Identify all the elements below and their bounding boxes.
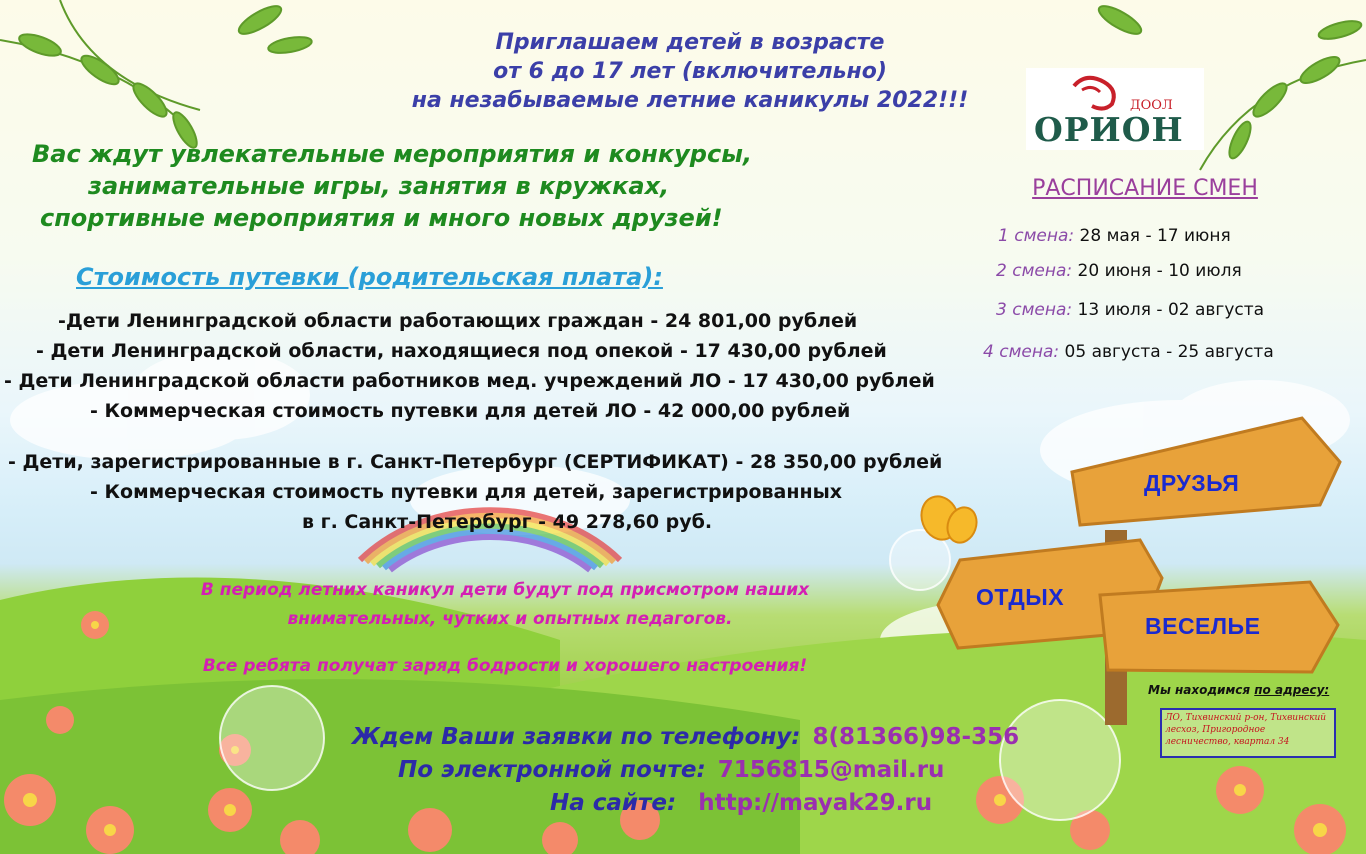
shift-dates: 05 августа - 25 августа — [1064, 342, 1274, 362]
activities-line-3: спортивные мероприятия и много новых друзей! — [40, 204, 723, 232]
prices-lo — [0, 306, 990, 426]
shift-label: 1 смена: — [998, 226, 1075, 246]
intro-line-1: Приглашаем детей в возрасте — [495, 30, 885, 55]
shift-dates: 28 мая - 17 июня — [1079, 226, 1231, 246]
intro-line-3: на незабываемые летние каникулы 2022!!! — [411, 88, 969, 113]
email-label: По электронной почте: — [398, 757, 706, 783]
phone-line — [352, 722, 1019, 753]
activities-line-1: Вас ждут увлекательные мероприятия и конкурсы, — [32, 140, 753, 168]
shift-label: 3 смена: — [996, 300, 1073, 320]
care-line-1: В период летних каникул дети будут под присмотром наших — [200, 580, 810, 600]
price-item: - Коммерческая стоимость путевки для детей ЛО - 42 000,00 рублей — [90, 400, 851, 422]
site-link[interactable]: http://mayak29.ru — [698, 790, 933, 816]
site-label: На сайте: — [550, 790, 677, 816]
shift-dates: 13 июля - 02 августа — [1077, 300, 1265, 320]
shift-row — [983, 342, 1274, 362]
shift-dates: 20 июня - 10 июля — [1077, 261, 1242, 281]
logo-name: ОРИОН — [1034, 110, 1184, 149]
price-item: в г. Санкт-Петербург - 49 278,60 руб. — [302, 511, 713, 533]
intro-text — [300, 28, 1080, 115]
site-line — [550, 788, 932, 819]
address-label-prefix: Мы находимся — [1148, 683, 1255, 697]
address-label-link: по адресу: — [1254, 683, 1330, 697]
sign-rest-label: ОТДЫХ — [976, 584, 1065, 610]
schedule-title: РАСПИСАНИЕ СМЕН — [1032, 176, 1258, 201]
phone-number[interactable]: 8(81366)98-356 — [812, 724, 1020, 750]
logo-small-text: ДООЛ — [1130, 98, 1173, 113]
care-text — [130, 576, 880, 634]
intro-line-2: от 6 до 17 лет (включительно) — [493, 59, 887, 84]
sign-fun-label: ВЕСЕЛЬЕ — [1145, 613, 1261, 639]
email-link[interactable]: 7156815@mail.ru — [717, 757, 945, 783]
price-item: - Дети Ленинградской области работников мед. учреждений ЛО - 17 430,00 рублей — [4, 370, 935, 392]
email-line — [398, 755, 944, 786]
price-item: -Дети Ленинградской области работающих граждан - 24 801,00 рублей — [58, 310, 858, 332]
shift-label: 2 смена: — [996, 261, 1073, 281]
signpost — [930, 410, 1350, 730]
address-label — [1148, 683, 1329, 697]
shift-row — [998, 226, 1231, 246]
care-line-2: внимательных, чутких и опытных педагогов. — [287, 609, 733, 629]
price-item: - Коммерческая стоимость путевки для детей, зарегистрированных — [90, 481, 843, 503]
shift-row — [996, 300, 1264, 320]
cost-title: Стоимость путевки (родительская плата): — [76, 263, 663, 291]
price-item: - Дети, зарегистрированные в г. Санкт-Петербург (СЕРТИФИКАТ) - 28 350,00 рублей — [8, 451, 943, 473]
leaves-top-left — [0, 0, 313, 151]
shift-row — [996, 261, 1242, 281]
care-line-3: Все ребята получат заряд бодрости и хорошего настроения! — [202, 656, 808, 676]
activities-text — [20, 138, 850, 234]
price-item: - Дети Ленинградской области, находящиеся под опекой - 17 430,00 рублей — [36, 340, 887, 362]
activities-line-2: занимательные игры, занятия в кружках, — [88, 172, 670, 200]
orion-logo — [1026, 68, 1204, 150]
phone-label: Ждем Ваши заявки по телефону: — [352, 724, 801, 750]
address-box: ЛО, Тихвинский р-он, Тихвинский лесхоз, Пригородное лесничество, квартал 34 — [1160, 708, 1336, 758]
shift-label: 4 смена: — [983, 342, 1060, 362]
prices-spb — [0, 447, 990, 537]
sign-friends-label: ДРУЗЬЯ — [1144, 470, 1240, 496]
